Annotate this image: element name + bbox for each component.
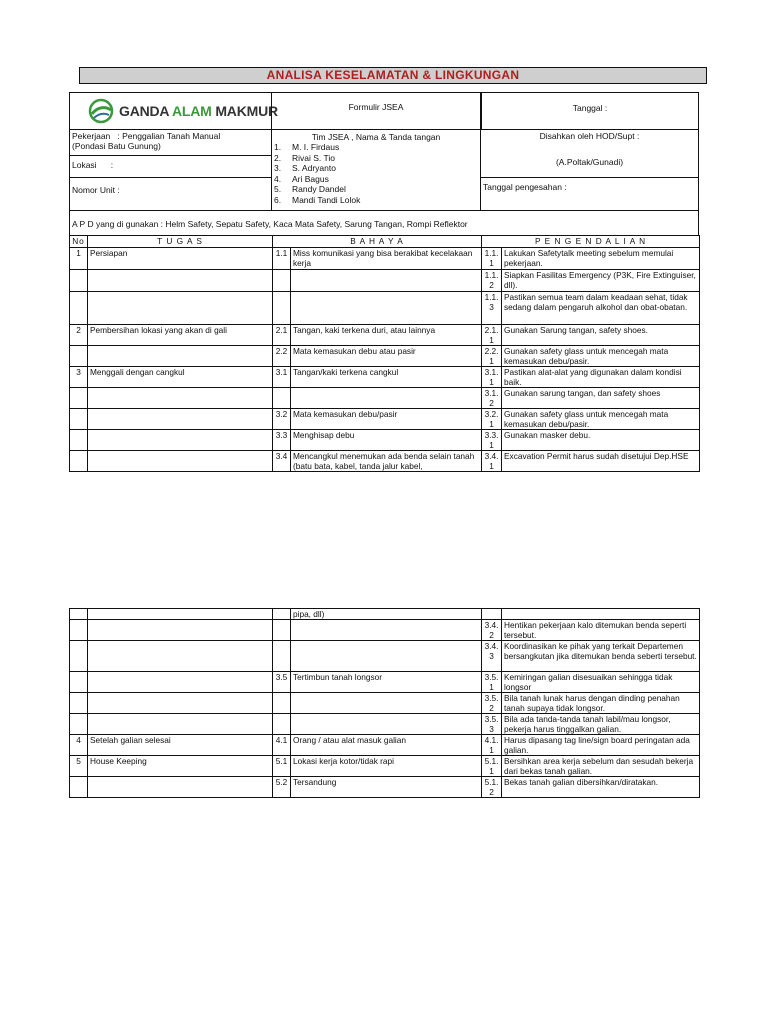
- row-pengendalian-code: 2.1. 1: [482, 325, 502, 346]
- row-bahaya-code: 5.2: [273, 777, 291, 798]
- row-bahaya-code: 2.2: [273, 346, 291, 367]
- row-pengendalian: Koordinasikan ke pihak yang terkait Departemen bersangkutan jika ditemukan benda seberti tersebut.: [502, 641, 700, 672]
- row-no: 2: [70, 325, 88, 346]
- row-bahaya-code: [273, 388, 291, 409]
- pekerjaan-value: : Penggalian Tanah Manual: [117, 131, 221, 141]
- row-pengendalian: Excavation Permit harus sudah disetujui Dep.HSE: [502, 451, 700, 472]
- row-pengendalian: Hentikan pekerjaan kalo ditemukan benda seperti tersebut.: [502, 620, 700, 641]
- row-no: [70, 693, 88, 714]
- approval: [481, 130, 699, 210]
- row-task: [88, 620, 273, 641]
- row-no: 1: [70, 248, 88, 270]
- table-row: [70, 756, 700, 777]
- row-pengendalian: Harus dipasang tag line/sign board peringatan ada galian.: [502, 735, 700, 756]
- row-bahaya-code: [273, 641, 291, 672]
- team-member: 2. Rivai S. Tio: [274, 152, 335, 163]
- company-name-word1: GANDA: [119, 103, 169, 119]
- row-bahaya-code: 3.3: [273, 430, 291, 451]
- row-pengendalian: Kemiringan galian disesuaikan sehingga tidak longsor: [502, 672, 700, 693]
- table-row: [70, 693, 700, 714]
- row-bahaya-code: [273, 620, 291, 641]
- unit-label: Nomor Unit :: [72, 185, 120, 195]
- row-no: [70, 609, 88, 620]
- row-bahaya-code: [273, 693, 291, 714]
- row-pengendalian: Bekas tanah galian dibersihkan/diratakan.: [502, 777, 700, 798]
- row-pengendalian: Lakukan Safetytalk meeting sebelum memulai pekerjaan.: [502, 248, 700, 270]
- row-no: [70, 292, 88, 325]
- row-pengendalian-code: 3.1. 1: [482, 367, 502, 388]
- row-pengendalian-code: 3.3. 1: [482, 430, 502, 451]
- row-task: [88, 693, 273, 714]
- row-bahaya: Mata kemasukan debu/pasir: [291, 409, 482, 430]
- approval-name: (A.Poltak/Gunadi): [555, 157, 624, 167]
- row-no: [70, 641, 88, 672]
- row-bahaya: pipa, dll): [291, 609, 482, 620]
- lokasi-row: [70, 156, 272, 178]
- row-pengendalian: Gunakan safety glass untuk mencegah mata kemasukan debu/pasir.: [502, 346, 700, 367]
- table-row: [70, 346, 700, 367]
- row-task: [88, 346, 273, 367]
- table-row: [70, 714, 700, 735]
- row-pengendalian-code: 3.4. 3: [482, 641, 502, 672]
- row-pengendalian-code: 5.1. 2: [482, 777, 502, 798]
- row-bahaya: Tangan, kaki terkena duri, atau lainnya: [291, 325, 482, 346]
- company-logo: [69, 92, 278, 130]
- row-pengendalian: Gunakan safety glass untuk mencegah mata kemasukan debu/pasir.: [502, 409, 700, 430]
- company-name: [119, 103, 278, 119]
- table-row: [70, 248, 700, 270]
- table-row: [70, 388, 700, 409]
- row-bahaya-code: [273, 270, 291, 292]
- company-name-word2: ALAM: [171, 103, 212, 119]
- table-row: [70, 325, 700, 346]
- row-bahaya: Tangan/kaki terkena cangkul: [291, 367, 482, 388]
- row-pengendalian: Bila ada tanda-tanda tanah labil/mau longsor, pekerja harus tinggalkan galian.: [502, 714, 700, 735]
- table-row: [70, 409, 700, 430]
- row-task: [88, 409, 273, 430]
- row-task: [88, 270, 273, 292]
- row-pengendalian-code: 5.1. 1: [482, 756, 502, 777]
- row-bahaya: [291, 620, 482, 641]
- row-task: [88, 641, 273, 672]
- approval-date-label: Tanggal pengesahan :: [483, 182, 567, 192]
- date-label: Tanggal :: [572, 103, 608, 113]
- table-row: [70, 609, 700, 620]
- row-task: [88, 292, 273, 325]
- table-row: [70, 270, 700, 292]
- row-no: 4: [70, 735, 88, 756]
- row-bahaya-code: [273, 609, 291, 620]
- team-title: Tim JSEA , Nama & Tanda tangan: [311, 132, 441, 142]
- row-no: [70, 270, 88, 292]
- row-task: Setelah galian selesai: [88, 735, 273, 756]
- row-bahaya-code: 3.4: [273, 451, 291, 472]
- row-pengendalian-code: 1.1. 2: [482, 270, 502, 292]
- row-no: [70, 672, 88, 693]
- lokasi-value: :: [110, 160, 114, 170]
- row-pengendalian-code: 3.5. 3: [482, 714, 502, 735]
- row-bahaya: Tertimbun tanah longsor: [291, 672, 482, 693]
- table-row: [70, 641, 700, 672]
- row-bahaya: [291, 292, 482, 325]
- row-pengendalian-code: 3.4. 1: [482, 451, 502, 472]
- row-bahaya-code: [273, 292, 291, 325]
- row-pengendalian-code: 3.4. 2: [482, 620, 502, 641]
- table-header: [70, 236, 700, 248]
- table-row: [70, 451, 700, 472]
- row-bahaya: [291, 641, 482, 672]
- row-pengendalian-code: 3.2. 1: [482, 409, 502, 430]
- team-member: 1. M. I. Firdaus: [274, 142, 340, 152]
- form-title: ANALISA KESELAMATAN & LINGKUNGAN: [79, 67, 707, 84]
- row-bahaya: [291, 693, 482, 714]
- row-bahaya: Miss komunikasi yang bisa berakibat kecelakaan kerja: [291, 248, 482, 270]
- row-task: Menggali dengan cangkul: [88, 367, 273, 388]
- row-pengendalian: [502, 609, 700, 620]
- table-row: [70, 367, 700, 388]
- approval-label: Disahkan oleh HOD/Supt :: [539, 131, 640, 141]
- company-name-word3: MAKMUR: [215, 103, 278, 119]
- table-row: [70, 620, 700, 641]
- row-task: [88, 609, 273, 620]
- row-bahaya-code: 4.1: [273, 735, 291, 756]
- row-bahaya: Mencangkul menemukan ada benda selain tanah (batu bata, kabel, tanda jalur kabel,: [291, 451, 482, 472]
- row-pengendalian: Siapkan Fasilitas Emergency (P3K, Fire Extinguiser, dll).: [502, 270, 700, 292]
- table-row: [70, 735, 700, 756]
- row-task: Persiapan: [88, 248, 273, 270]
- row-no: [70, 409, 88, 430]
- col-pengendalian: P E N G E N D A L I A N: [482, 236, 700, 248]
- row-pengendalian: Gunakan masker debu.: [502, 430, 700, 451]
- row-bahaya: Menghisap debu: [291, 430, 482, 451]
- row-task: [88, 672, 273, 693]
- row-pengendalian: Pastikan semua team dalam keadaan sehat, tidak sedang dalam pengaruh alkohol dan obat-obatan.: [502, 292, 700, 325]
- team-member: 4. Ari Bagus: [274, 173, 329, 184]
- unit-row: [70, 178, 272, 210]
- row-no: [70, 714, 88, 735]
- approval-top: [481, 130, 698, 178]
- date-cell: [481, 92, 699, 130]
- jsea-team: [271, 130, 481, 210]
- row-bahaya: Orang / atau alat masuk galian: [291, 735, 482, 756]
- table-row: [70, 777, 700, 798]
- col-tugas: T U G A S: [88, 236, 273, 248]
- row-bahaya: Lokasi kerja kotor/tidak rapi: [291, 756, 482, 777]
- row-no: [70, 451, 88, 472]
- row-pengendalian: Bersihkan area kerja sebelum dan sesudah bekerja dari bekas tanah galian.: [502, 756, 700, 777]
- row-bahaya-code: 3.1: [273, 367, 291, 388]
- row-pengendalian: Bila tanah lunak harus dengan dinding penahan tanah supaya tidak longsor.: [502, 693, 700, 714]
- row-task: Pembersihan lokasi yang akan di gali: [88, 325, 273, 346]
- job-info: [69, 130, 271, 210]
- row-bahaya: [291, 714, 482, 735]
- col-no: No: [70, 236, 88, 248]
- row-no: [70, 346, 88, 367]
- row-pengendalian-code: 1.1. 1: [482, 248, 502, 270]
- row-pengendalian-code: 3.5. 2: [482, 693, 502, 714]
- globe-logo-icon: [88, 98, 114, 124]
- pekerjaan-label: Pekerjaan: [72, 131, 111, 141]
- jsea-table: [69, 235, 700, 472]
- pekerjaan-row: [70, 130, 272, 156]
- row-bahaya-code: [273, 714, 291, 735]
- row-bahaya: [291, 388, 482, 409]
- row-pengendalian-code: 1.1. 3: [482, 292, 502, 325]
- row-no: [70, 388, 88, 409]
- row-pengendalian-code: 4.1. 1: [482, 735, 502, 756]
- form-label-cell: [271, 92, 481, 130]
- row-task: [88, 388, 273, 409]
- team-member: 6. Mandi Tandi Lolok: [274, 194, 361, 205]
- row-pengendalian-code: 2.2. 1: [482, 346, 502, 367]
- row-no: [70, 620, 88, 641]
- row-bahaya-code: 5.1: [273, 756, 291, 777]
- row-pengendalian: Gunakan Sarung tangan, safety shoes.: [502, 325, 700, 346]
- row-pengendalian: Pastikan alat-alat yang digunakan dalam kondisi baik.: [502, 367, 700, 388]
- row-pengendalian-code: 3.5. 1: [482, 672, 502, 693]
- col-bahaya: B A H A Y A: [273, 236, 482, 248]
- row-no: [70, 430, 88, 451]
- row-task: [88, 777, 273, 798]
- row-bahaya: Tersandung: [291, 777, 482, 798]
- row-task: House Keeping: [88, 756, 273, 777]
- team-member: 3. S. Adryanto: [274, 163, 336, 173]
- lokasi-label: Lokasi: [72, 160, 97, 170]
- row-bahaya-code: 3.5: [273, 672, 291, 693]
- row-no: 5: [70, 756, 88, 777]
- form-label: Formulir JSEA: [348, 102, 404, 112]
- table-row: [70, 292, 700, 325]
- jsea-table-continued: [69, 608, 700, 798]
- apd-line: A P D yang di gunakan : Helm Safety, Sepatu Safety, Kaca Mata Safety, Sarung Tangan, Rompi Reflektor: [69, 210, 699, 235]
- pekerjaan-value-2: (Pondasi Batu Gunung): [72, 141, 161, 151]
- row-task: [88, 714, 273, 735]
- row-bahaya-code: 2.1: [273, 325, 291, 346]
- row-bahaya-code: 3.2: [273, 409, 291, 430]
- team-member: 5. Randy Dandel: [274, 184, 346, 194]
- table-row: [70, 430, 700, 451]
- row-bahaya: [291, 270, 482, 292]
- row-bahaya-code: 1.1: [273, 248, 291, 270]
- row-bahaya: Mata kemasukan debu atau pasir: [291, 346, 482, 367]
- row-no: 3: [70, 367, 88, 388]
- table-row: [70, 672, 700, 693]
- row-pengendalian: Gunakan sarung tangan, dan safety shoes: [502, 388, 700, 409]
- row-pengendalian-code: [482, 609, 502, 620]
- row-task: [88, 451, 273, 472]
- row-no: [70, 777, 88, 798]
- row-pengendalian-code: 3.1. 2: [482, 388, 502, 409]
- row-task: [88, 430, 273, 451]
